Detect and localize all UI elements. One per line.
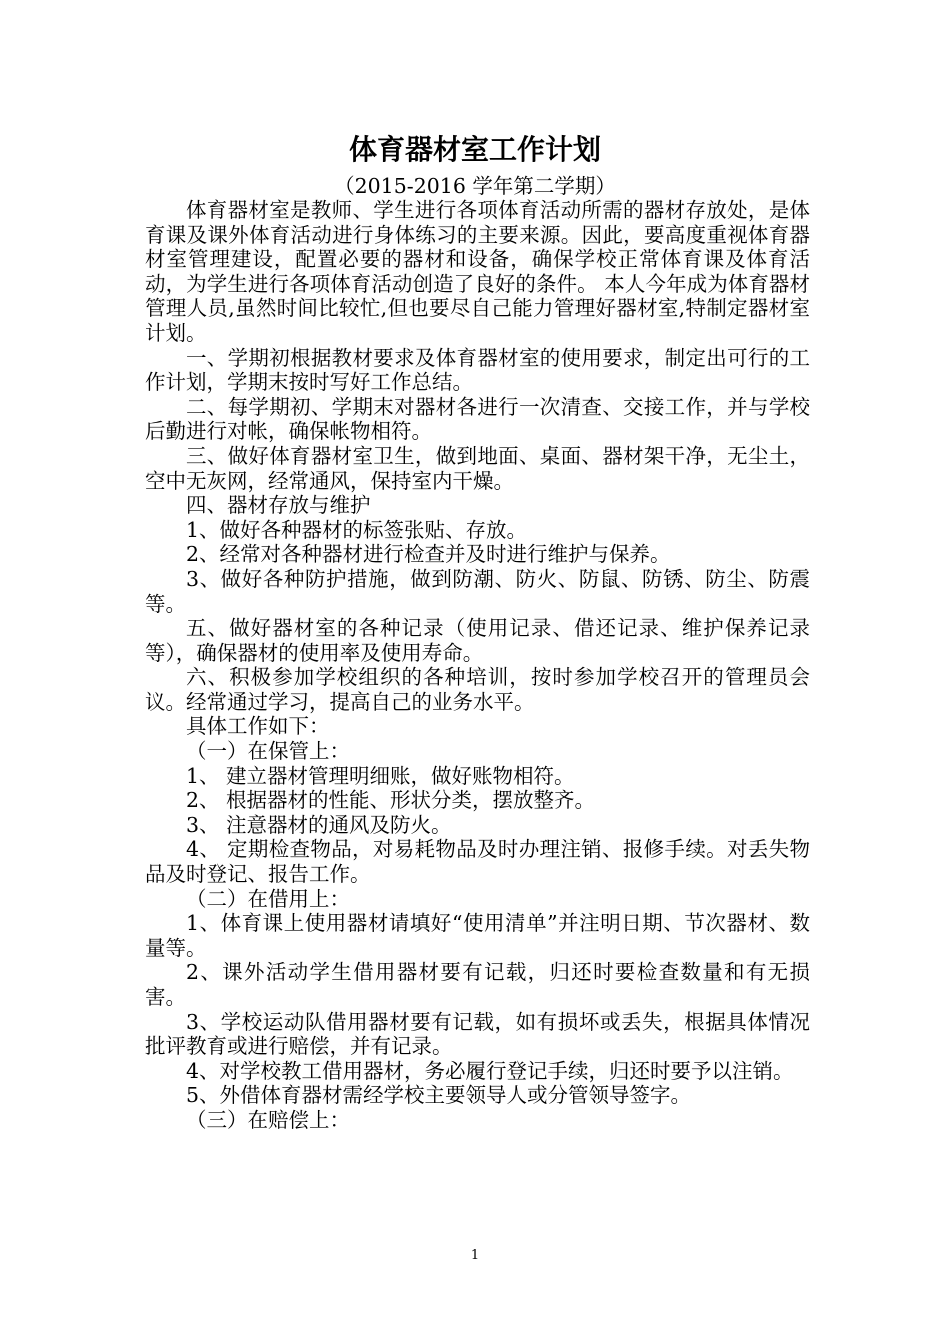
paragraph-borrowing-3: 3、学校运动队借用器材要有记载，如有损坏或丢失，根据具体情况批评教育或进行赔偿，并有记录。 [145,1009,810,1059]
paragraph-item-6: 六、积极参加学校组织的各种培训，按时参加学校召开的管理员会议。经常通过学习，提高自己的业务水平。 [145,665,810,714]
paragraph-section-storage: （一）在保管上： [186,739,350,764]
paragraph-storage-4: 4、 定期检查物品，对易耗物品及时办理注销、报修手续。对丢失物品及时登记、报告工作。 [145,837,810,887]
paragraph-storage-1: 1、 建立器材管理明细账，做好账物相符。 [186,763,575,788]
paragraph-borrowing-5: 5、外借体育器材需经学校主要领导人或分管领导签字。 [186,1083,692,1108]
paragraph-item-4-2: 2、经常对各种器材进行检查并及时进行维护与保养。 [186,542,671,567]
paragraph-storage-3: 3、 注意器材的通风及防火。 [186,812,452,837]
paragraph-item-1: 一、学期初根据教材要求及体育器材室的使用要求，制定出可行的工作计划，学期末按时写好工作总结。 [145,345,810,395]
paragraph-borrowing-1: 1、体育课上使用器材请填好“使用清单”并注明日期、节次器材、数量等。 [145,911,810,960]
document-subtitle: （2015-2016 学年第二学期） [334,174,616,198]
paragraph-section-borrowing: （二）在借用上： [186,886,350,911]
paragraph-section-compensation: （三）在赔偿上： [186,1107,350,1132]
document-title: 体育器材室工作计划 [348,133,601,166]
paragraph-item-3: 三、做好体育器材室卫生，做到地面、桌面、器材架干净，无尘土，空中无灰网，经常通风，保持室内干燥。 [145,443,810,493]
paragraph-borrowing-2: 2、课外活动学生借用器材要有记载，归还时要检查数量和有无损害。 [145,960,810,1009]
paragraph-item-4-3: 3、做好各种防护措施，做到防潮、防火、防鼠、防锈、防尘、防震等。 [145,566,810,616]
paragraph-borrowing-4: 4、对学校教工借用器材，务必履行登记手续，归还时要予以注销。 [186,1058,794,1083]
paragraph-intro: 体育器材室是教师、学生进行各项体育活动所需的器材存放处，是体育课及课外体育活动进行身体练习的主要来源。因此，要高度重视体育器材室管理建设，配置必要的器材和设备，确保学校正常体育课及体育活动，为学生进行各项体育活动创造了良好的条件。 本人今年成为体育器材管理人员,虽然时间比较忙,但也要尽自己能力管理好器材室,特制定器材室计划。 [145,198,810,345]
paragraph-item-5: 五、做好器材室的各种记录（使用记录、借还记录、维护保养记录等），确保器材的使用率及使用寿命。 [145,616,810,665]
page-number: 1 [470,1248,480,1263]
paragraph-item-2: 二、每学期初、学期末对器材各进行一次清查、交接工作，并与学校后勤进行对帐，确保帐物相符。 [145,394,810,444]
paragraph-item-4-1: 1、做好各种器材的标签张贴、存放。 [186,517,528,542]
paragraph-item-4: 四、器材存放与维护 [186,493,371,518]
document-body [145,198,810,1133]
paragraph-storage-2: 2、 根据器材的性能、形状分类，摆放整齐。 [186,788,596,813]
paragraph-details-heading: 具体工作如下： [186,714,330,739]
